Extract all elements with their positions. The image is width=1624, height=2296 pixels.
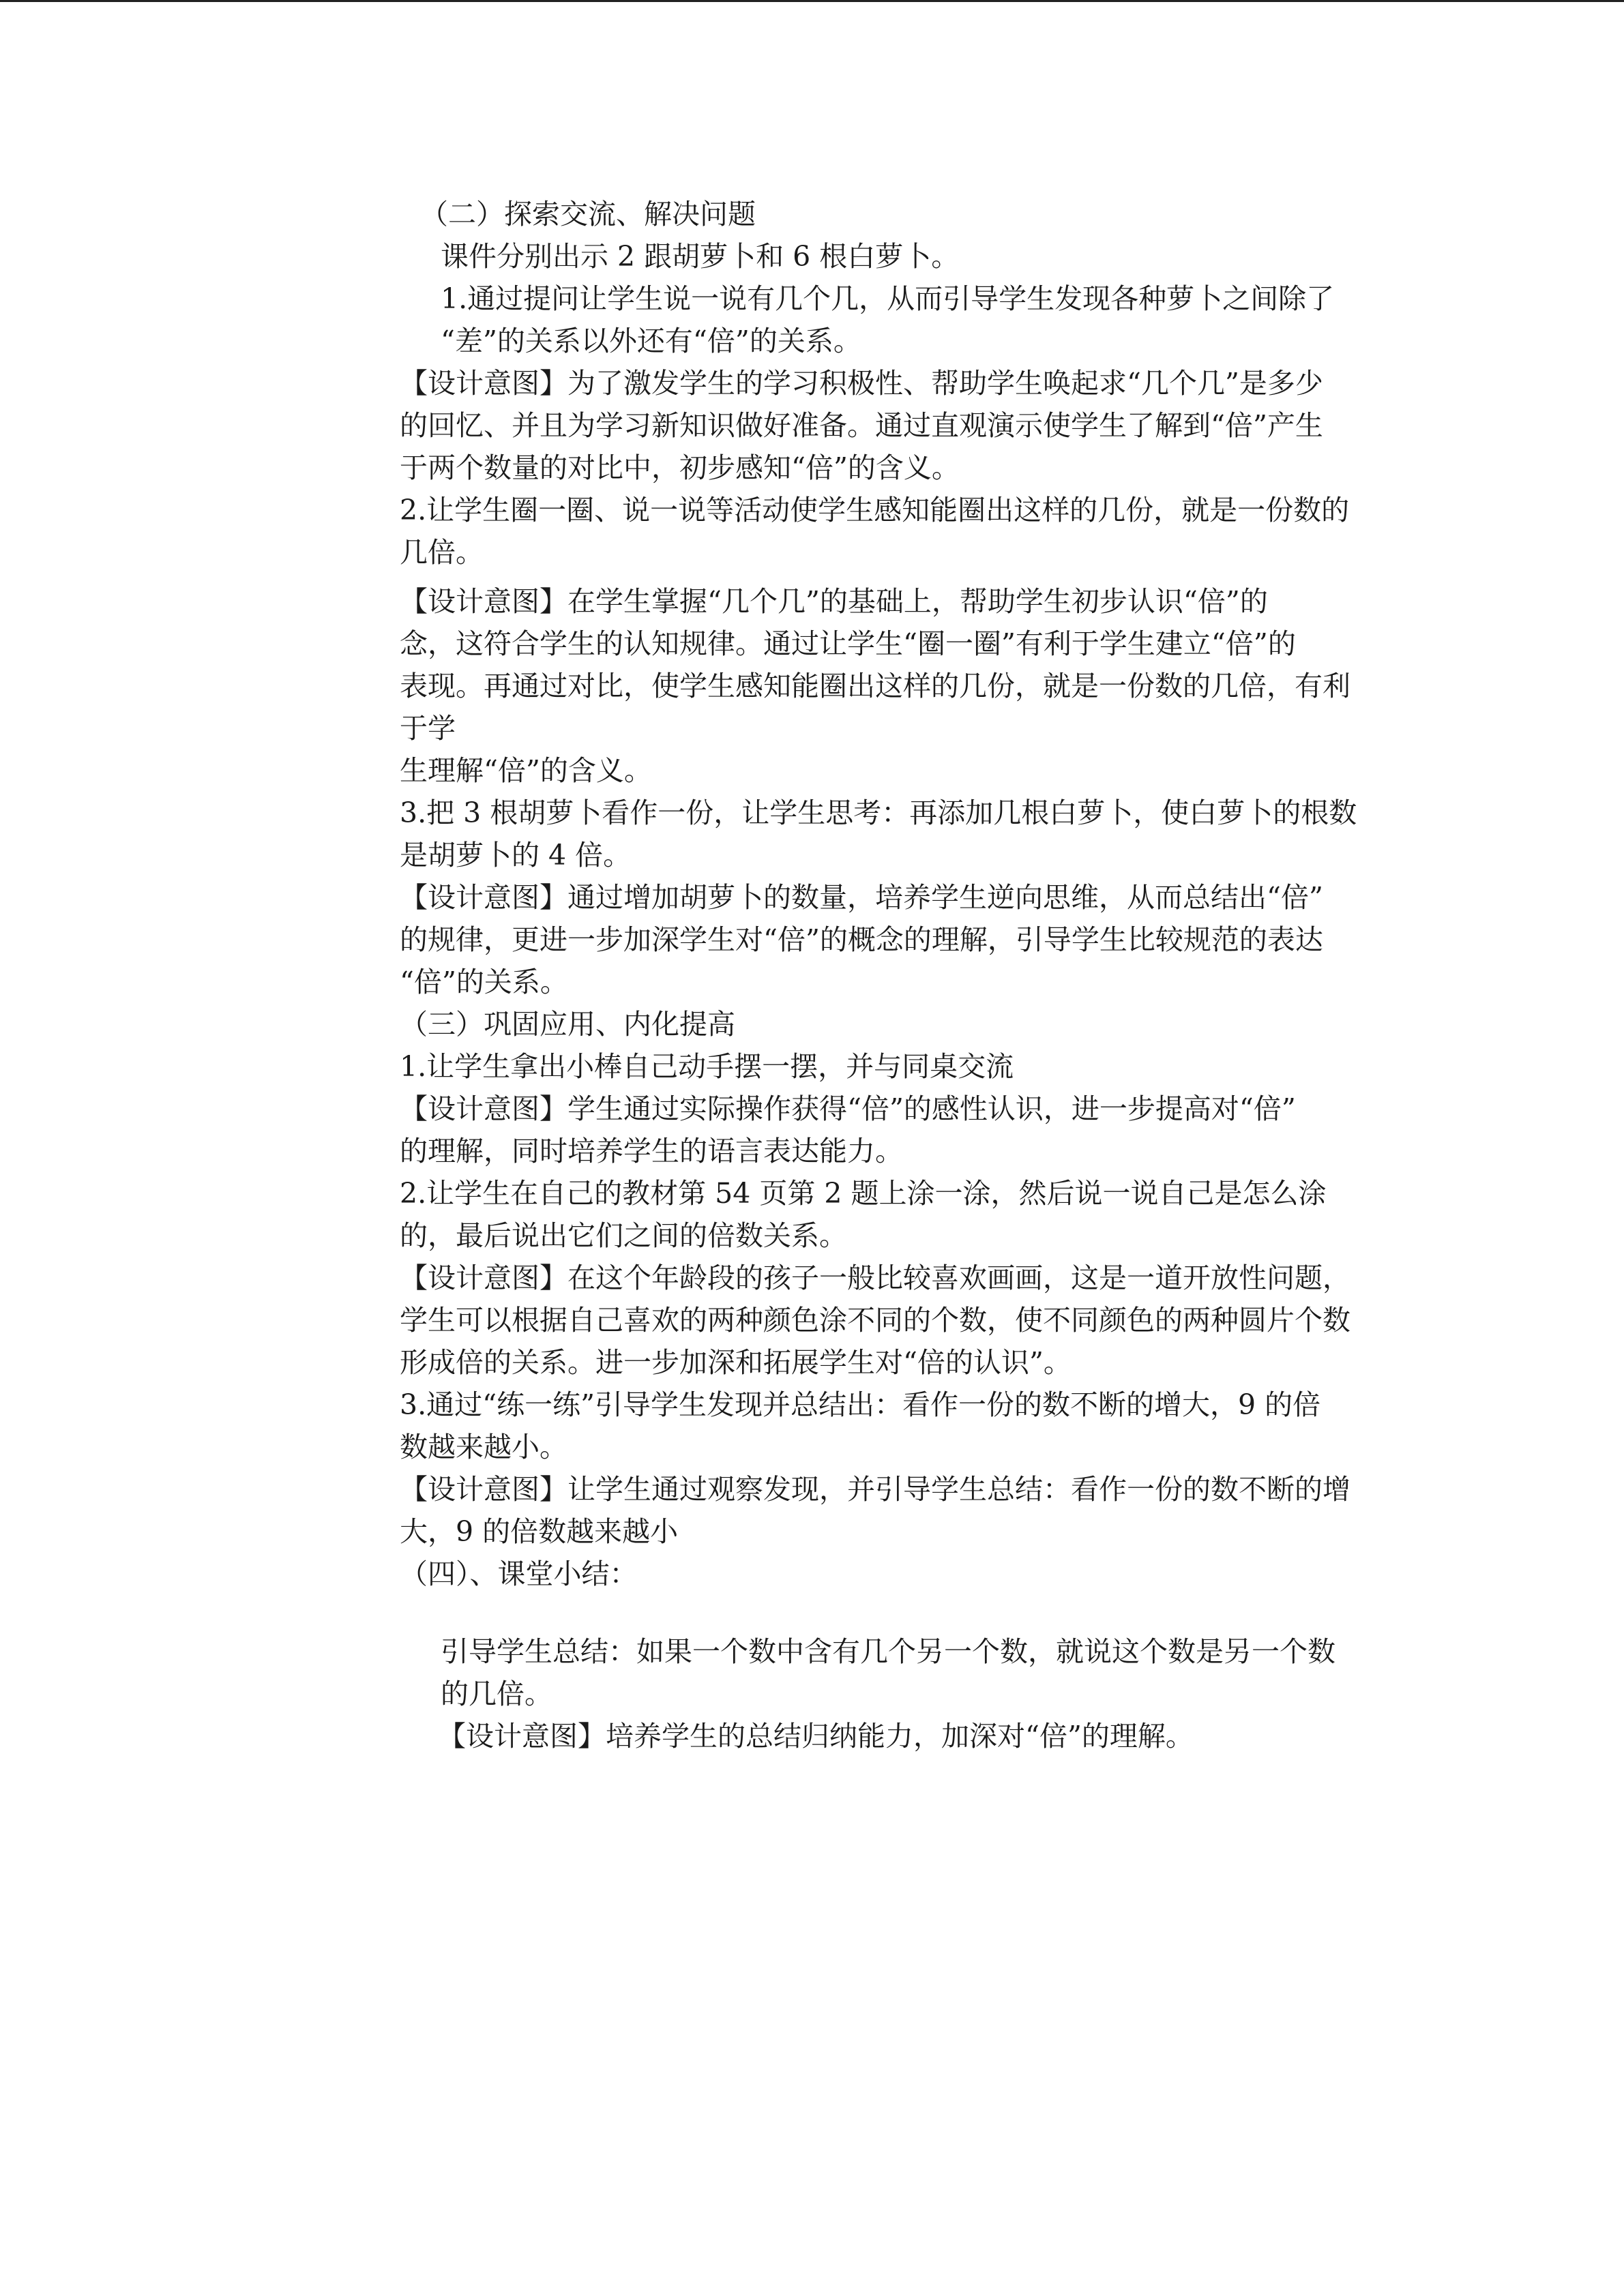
paragraph-line: 数越来越小。	[400, 1431, 567, 1463]
section-heading: （二）探索交流、解决问题	[420, 198, 756, 230]
paragraph-line: 的几倍。	[441, 1678, 552, 1710]
paragraph-line: 的理解，同时培养学生的语言表达能力。	[400, 1135, 903, 1167]
paragraph-line: 于学	[400, 712, 456, 745]
paragraph-line: 的回忆、并且为学习新知识做好准备。通过直观演示使学生了解到“倍”产生	[400, 409, 1323, 442]
paragraph-line: 3.通过“练一练”引导学生发现并总结出：看作一份的数不断的增大，9 的倍	[400, 1388, 1321, 1421]
paragraph-line: 引导学生总结：如果一个数中含有几个另一个数，就说这个数是另一个数	[441, 1635, 1335, 1668]
design-intent-line: 【设计意图】在学生掌握“几个几”的基础上，帮助学生初步认识“倍”的	[400, 585, 1268, 618]
design-intent-line: 【设计意图】让学生通过观察发现，并引导学生总结：看作一份的数不断的增	[400, 1473, 1350, 1506]
paragraph-line: 1.让学生拿出小棒自己动手摆一摆，并与同桌交流	[400, 1050, 1014, 1083]
paragraph-line: 2.让学生在自己的教材第 54 页第 2 题上涂一涂，然后说一说自己是怎么涂	[400, 1177, 1327, 1210]
paragraph-line: 2.让学生圈一圈、说一说等活动使学生感知能圈出这样的几份，就是一份数的	[400, 494, 1350, 526]
paragraph-line: 是胡萝卜的 4 倍。	[400, 839, 632, 871]
design-intent-line: 【设计意图】学生通过实际操作获得“倍”的感性认识，进一步提高对“倍”	[400, 1092, 1296, 1125]
section-heading: （三）巩固应用、内化提高	[400, 1008, 735, 1041]
paragraph-line: “倍”的关系。	[400, 966, 568, 998]
design-intent-line: 【设计意图】通过增加胡萝卜的数量，培养学生逆向思维，从而总结出“倍”	[400, 881, 1323, 914]
design-intent-line: 【设计意图】为了激发学生的学习积极性、帮助学生唤起求“几个几”是多少	[400, 367, 1323, 400]
design-intent-line: 【设计意图】在这个年龄段的孩子一般比较喜欢画画，这是一道开放性问题，	[400, 1262, 1350, 1294]
paragraph-line: 3.把 3 根胡萝卜看作一份，让学生思考：再添加几根白萝卜，使白萝卜的根数	[400, 796, 1357, 829]
paragraph-line: 生理解“倍”的含义。	[400, 754, 652, 787]
paragraph-line: 课件分别出示 2 跟胡萝卜和 6 根白萝卜。	[441, 240, 960, 273]
paragraph-line: 形成倍的关系。进一步加深和拓展学生对“倍的认识”。	[400, 1346, 1072, 1379]
paragraph-line: 大，9 的倍数越来越小	[400, 1515, 679, 1548]
paragraph-line: 的，最后说出它们之间的倍数关系。	[400, 1219, 847, 1252]
paragraph-line: 几倍。	[400, 536, 484, 569]
paragraph-line: “差”的关系以外还有“倍”的关系。	[441, 325, 861, 357]
section-heading: （四）、课堂小结：	[400, 1557, 638, 1590]
paragraph-line: 表现。再通过对比，使学生感知能圈出这样的几份，就是一份数的几倍，有利	[400, 670, 1350, 702]
paragraph-line: 1.通过提问让学生说一说有几个几，从而引导学生发现各种萝卜之间除了	[441, 282, 1335, 315]
paragraph-line: 念，这符合学生的认知规律。通过让学生“圈一圈”有利于学生建立“倍”的	[400, 627, 1296, 660]
design-intent-line: 【设计意图】培养学生的总结归纳能力，加深对“倍”的理解。	[438, 1720, 1194, 1753]
paragraph-line: 于两个数量的对比中，初步感知“倍”的含义。	[400, 451, 960, 484]
paragraph-line: 的规律，更进一步加深学生对“倍”的概念的理解，引导学生比较规范的表达	[400, 923, 1323, 956]
paragraph-line: 学生可以根据自己喜欢的两种颜色涂不同的个数，使不同颜色的两种圆片个数	[400, 1304, 1350, 1337]
